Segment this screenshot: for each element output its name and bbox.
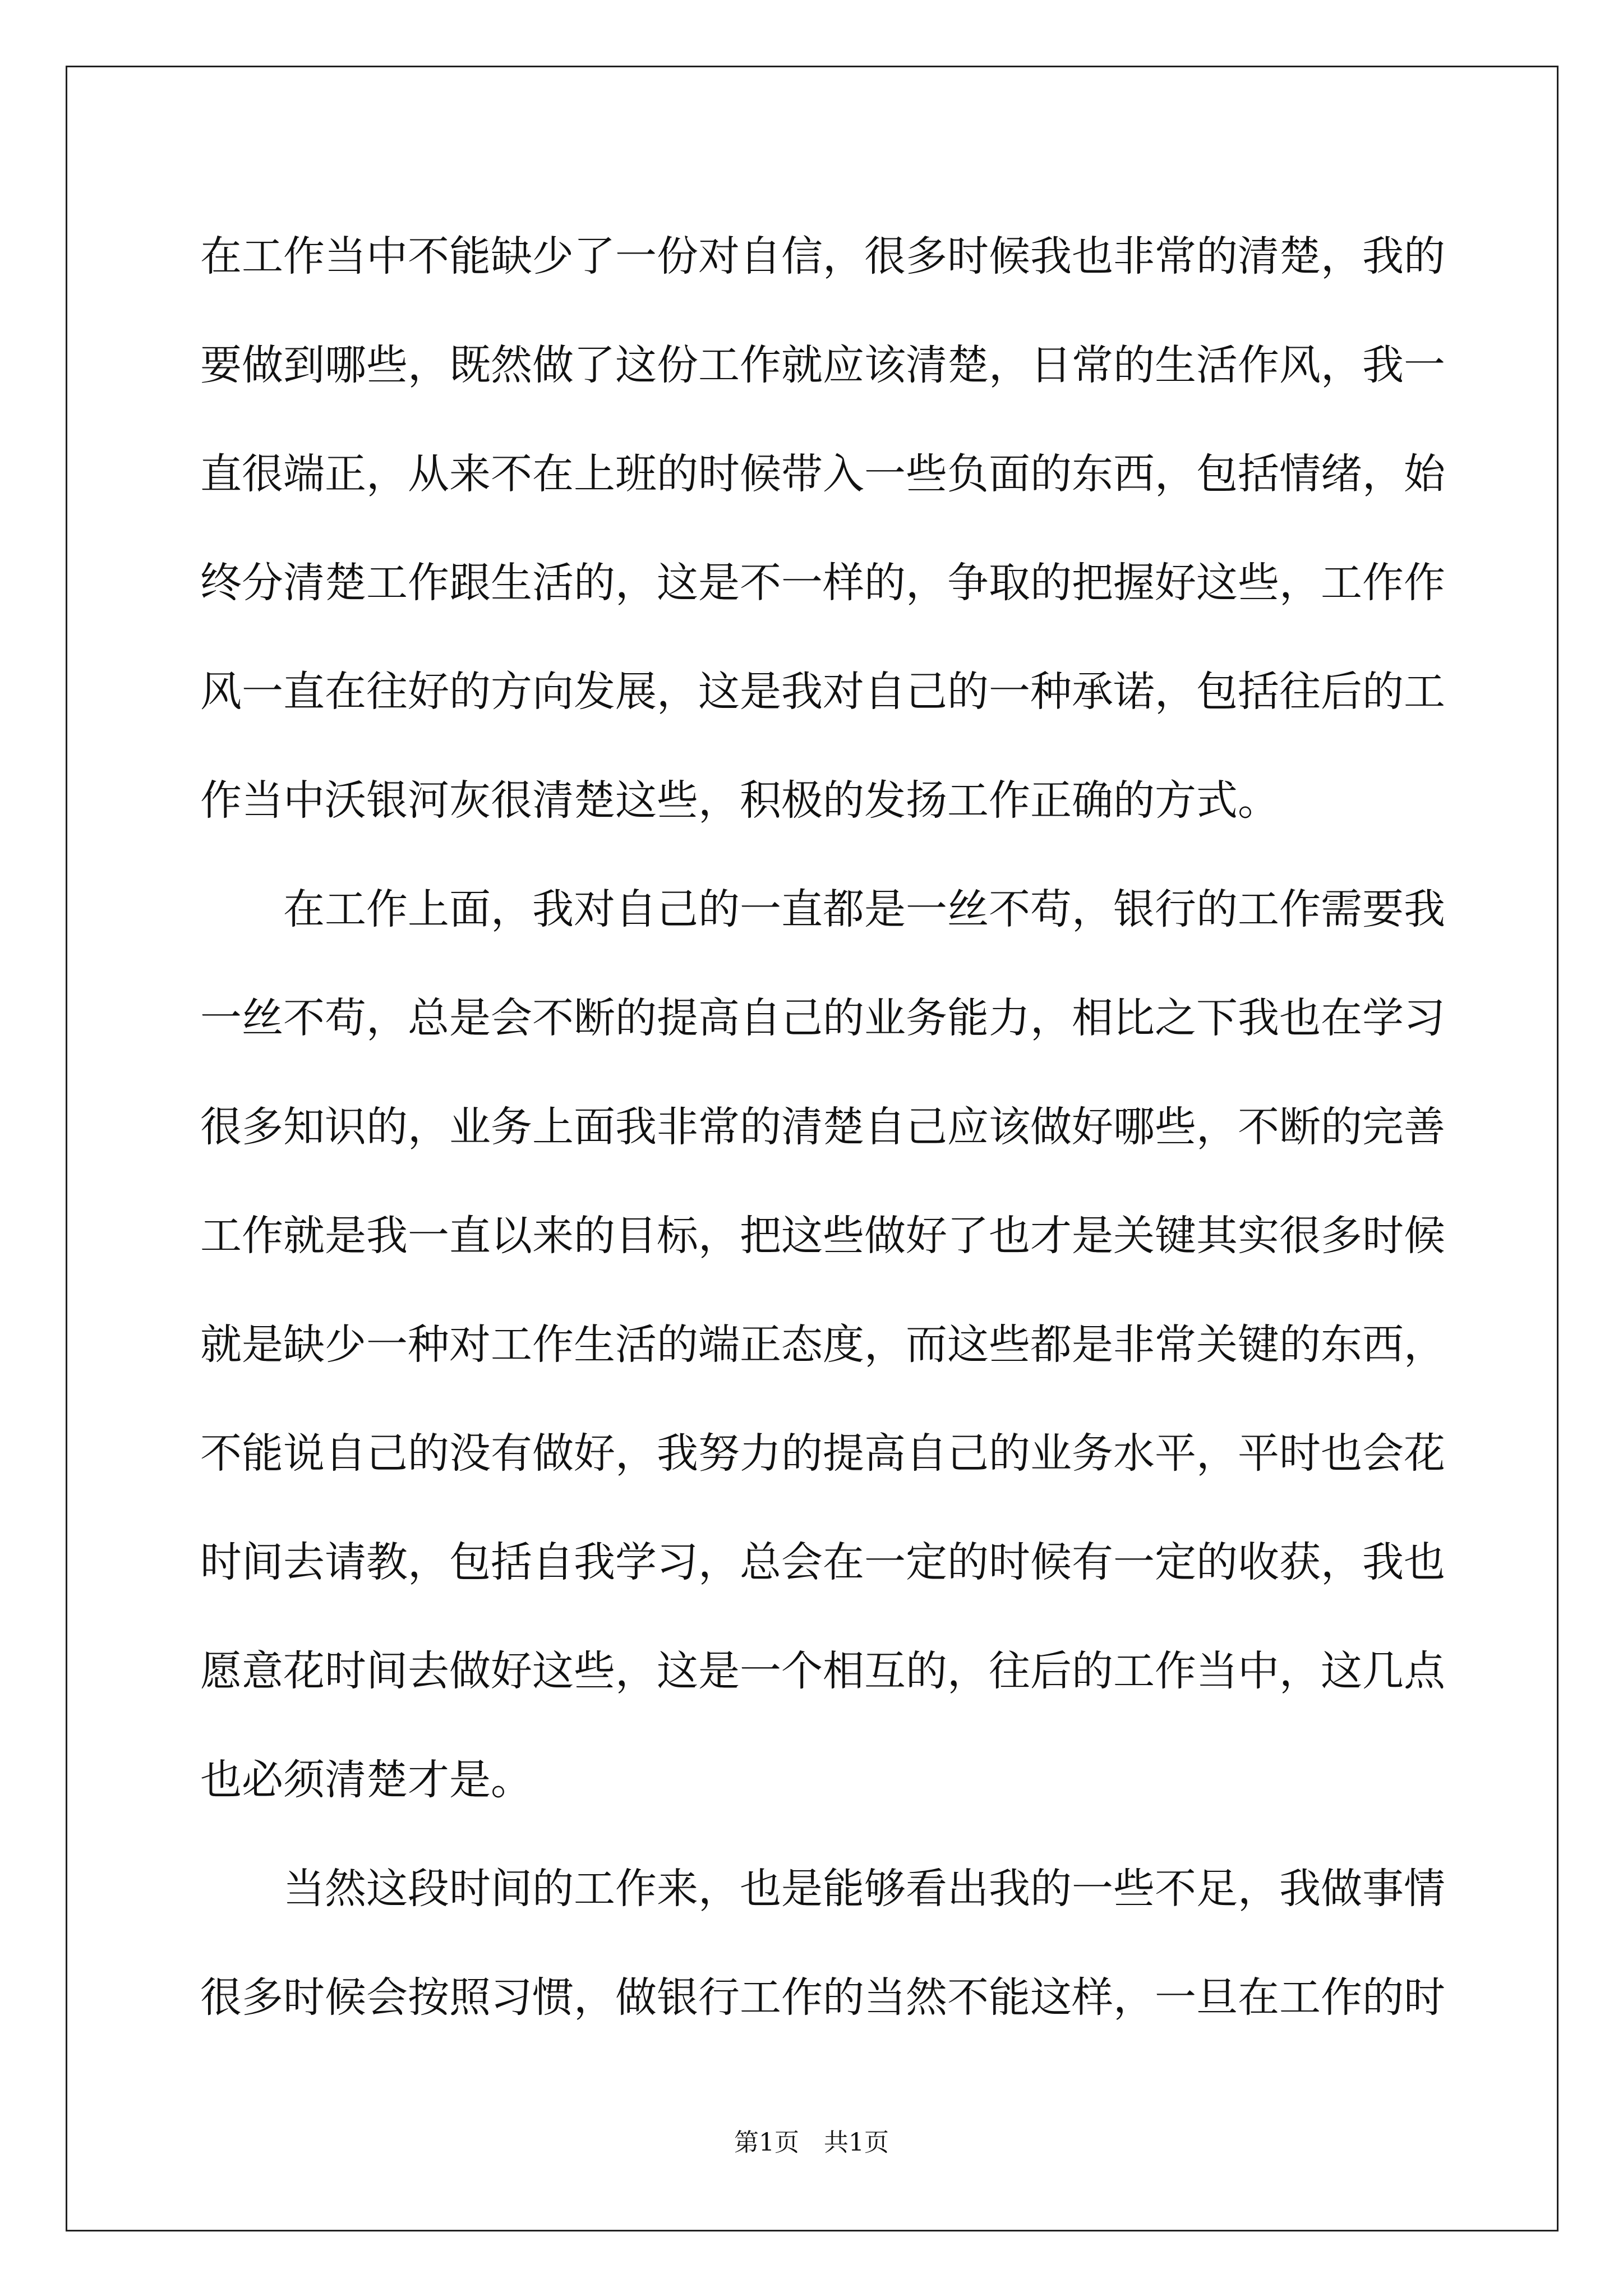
text-line: 风一直在往好的方向发展，这是我对自己的一种承诺，包括往后的工 xyxy=(200,668,1445,716)
text-line: 就是缺少一种对工作生活的端正态度，而这些都是非常关键的东西， xyxy=(200,1320,1445,1369)
text-line: 时间去请教，包括自我学习，总会在一定的时候有一定的收获，我也 xyxy=(200,1538,1445,1586)
text-line: 也必须清楚才是。 xyxy=(200,1756,532,1804)
text-line: 终分清楚工作跟生活的，这是不一样的，争取的把握好这些，工作作 xyxy=(200,559,1445,607)
document-body xyxy=(200,202,1445,2052)
text-line: 当然这段时间的工作来，也是能够看出我的一些不足，我做事情 xyxy=(200,1865,1445,1913)
text-line: 直很端正，从来不在上班的时候带入一些负面的东西，包括情绪，始 xyxy=(200,450,1445,498)
text-line: 在工作上面，我对自己的一直都是一丝不苟，银行的工作需要我 xyxy=(200,885,1445,933)
page-footer: 第1页 共1页 xyxy=(734,2128,889,2157)
text-line: 要做到哪些，既然做了这份工作就应该清楚，日常的生活作风，我一 xyxy=(200,341,1445,389)
text-line: 一丝不苟，总是会不断的提高自己的业务能力，相比之下我也在学习 xyxy=(200,994,1445,1042)
text-line: 不能说自己的没有做好，我努力的提高自己的业务水平，平时也会花 xyxy=(200,1429,1445,1478)
text-line: 很多时候会按照习惯，做银行工作的当然不能这样，一旦在工作的时 xyxy=(200,1973,1445,2022)
text-line: 在工作当中不能缺少了一份对自信，很多时候我也非常的清楚，我的 xyxy=(200,232,1445,280)
text-line: 愿意花时间去做好这些，这是一个相互的，往后的工作当中，这几点 xyxy=(200,1647,1445,1695)
text-line: 很多知识的，业务上面我非常的清楚自己应该做好哪些，不断的完善 xyxy=(200,1103,1445,1151)
text-line: 作当中沃银河灰很清楚这些，积极的发扬工作正确的方式。 xyxy=(200,776,1279,825)
text-line: 工作就是我一直以来的目标，把这些做好了也才是关键其实很多时候 xyxy=(200,1212,1445,1260)
